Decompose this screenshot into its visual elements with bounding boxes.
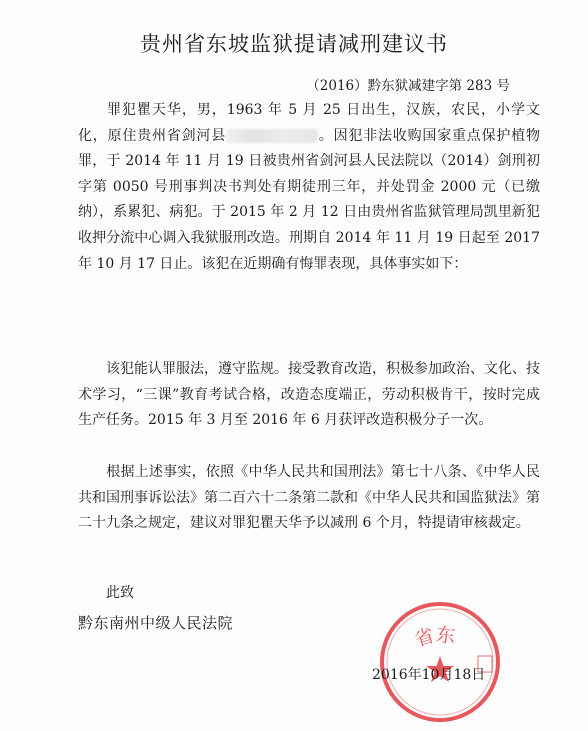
redacted-address [226,129,318,143]
document-number: （2016）黔东狱减建字第 283 号 [306,78,510,94]
paragraph-behavior-text: 该犯能认罪服法，遵守监规。接受教育改造，积极参加政治、文化、技术学习，“三课”教育考试合格，改造态度端正，劳动积极肯干，按时完成生产任务。2015 年 3 月至 2016 年 6 月获评改造积极分子一次。 [78,361,540,429]
document-title: 贵州省东坡监狱提请减刑建议书 [140,32,448,56]
recipient-court: 黔东南州中级人民法院 [78,614,234,632]
paragraph-facts [78,98,540,277]
document-date: 2016年10月18日 [372,667,486,683]
seal-text: 省东 [412,623,457,652]
paragraph-basis [78,460,540,537]
paragraph-facts-part1: 罪犯瞿天华，男，1963 年 5 月 25 日出生，汉族，农民，小学文化，原住贵州省剑河县 [78,102,540,144]
official-seal-stamp [370,590,510,730]
paragraph-basis-text: 根据上述事实，依照《中华人民共和国刑法》第七十八条、《中华人民共和国刑事诉讼法》第二百六十二条第二款和《中华人民共和国监狱法》第二十九条之规定，建议对罪犯瞿天华予以减刑 6 个月，特提请审核裁定。 [78,464,540,532]
paragraph-behavior [78,357,540,434]
paragraph-facts-part2: 。因犯非法收购国家重点保护植物罪，于 2014 年 11 月 19 日被贵州省剑河县人民法院以（2014）剑刑初字第 0050 号刑事判决书判处有期徒刑三年，并处罚金 2000 元（已缴纳），系累犯、病犯。于 2015 年 2 月 12 日由贵州省监狱管理局凯里新犯收押分流中心调入我狱服刑改造。刑期自 2014 年 11 月 19 日起至 2017 年 10 月 17 日止。该犯在近期确有悔罪表现，具体事实如下： [78,127,540,272]
svg-text:省东 [412,624,456,651]
closing-salutation: 此致 [106,585,134,601]
